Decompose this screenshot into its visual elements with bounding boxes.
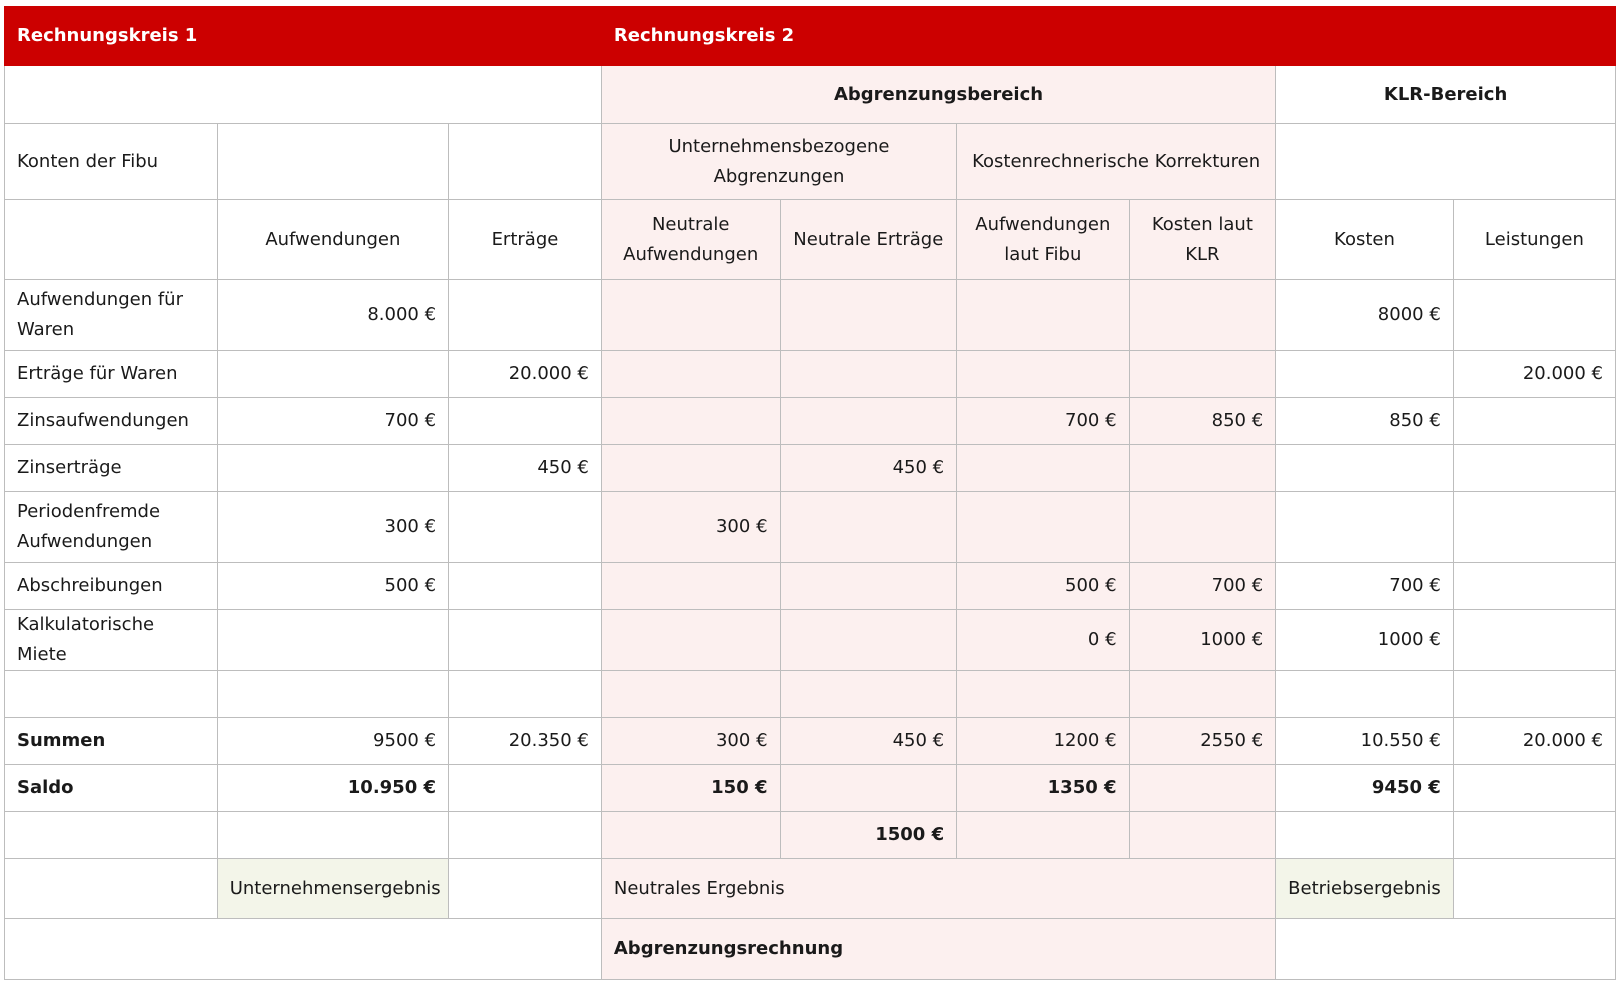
cell-kosten: 700 € [1276,563,1454,610]
cell-aufwendungen [217,445,448,492]
table-row [5,351,1616,398]
cell-neutrale-ertraege [780,351,957,398]
kostenrechnerische-korrekturen-label: Kostenrechnerische Korrekturen [957,124,1276,200]
cell-aufwendungen-fibu [957,351,1129,398]
saldo-ertraege [449,765,602,812]
abgrenzungsbereich-title: Abgrenzungsbereich [601,66,1275,124]
summen-row [5,718,1616,765]
cell-neutrale-ertraege [780,610,957,671]
summen-kosten-klr: 2550 € [1129,718,1276,765]
cell-ertraege: 450 € [449,445,602,492]
summen-ertraege: 20.350 € [449,718,602,765]
cell-ertraege [449,492,602,563]
account-label: Zinsaufwendungen [5,398,218,445]
cell-ertraege: 20.000 € [449,351,602,398]
result-row [5,859,1616,919]
cell-ertraege [449,398,602,445]
account-label: Erträge für Waren [5,351,218,398]
konten-der-fibu-label: Konten der Fibu [5,124,218,200]
group-row [5,124,1616,200]
cell-neutrale-ertraege [780,563,957,610]
account-label: Zinserträge [5,445,218,492]
summen-aufwendungen-fibu: 1200 € [957,718,1129,765]
unternehmensergebnis-label: Unternehmensergebnis [217,859,448,919]
cell-neutrale-aufwendungen [601,445,780,492]
cell-aufwendungen: 300 € [217,492,448,563]
saldo-leistungen [1453,765,1615,812]
cell-neutrale-aufwendungen [601,351,780,398]
summen-aufwendungen: 9500 € [217,718,448,765]
table-row [5,492,1616,563]
account-rows [5,280,1616,718]
header-row [5,7,1616,66]
cell-kosten-klr [1129,445,1276,492]
klr-bereich-title: KLR-Bereich [1276,66,1616,124]
cell-neutrale-ertraege [780,492,957,563]
col-leistungen: Leistungen [1453,200,1615,280]
area-row [5,66,1616,124]
saldo-aufwendungen: 10.950 € [217,765,448,812]
cell-neutrale-ertraege [780,398,957,445]
account-label: Periodenfremde Aufwendungen [5,492,218,563]
summen-leistungen: 20.000 € [1453,718,1615,765]
cell-leistungen: 20.000 € [1453,351,1615,398]
saldo-kosten: 9450 € [1276,765,1454,812]
cell-ertraege [449,610,602,671]
saldo-kosten-klr [1129,765,1276,812]
saldo-label: Saldo [5,765,218,812]
account-label: Aufwendungen für Waren [5,280,218,351]
cell-kosten-klr: 850 € [1129,398,1276,445]
col-kosten: Kosten [1276,200,1454,280]
betriebsergebnis-label: Betriebsergebnis [1276,859,1454,919]
cell-ertraege [449,280,602,351]
cell-aufwendungen-fibu [957,445,1129,492]
cell-aufwendungen-fibu [957,280,1129,351]
summen-kosten: 10.550 € [1276,718,1454,765]
cell-leistungen [1453,492,1615,563]
neutral-total-value: 1500 € [780,812,957,859]
cell-leistungen [1453,280,1615,351]
cell-kosten-klr [1129,280,1276,351]
cell-neutrale-aufwendungen [601,610,780,671]
abgrenzungsrechnung-label: Abgrenzungsrechnung [601,919,1275,980]
cell-aufwendungen-fibu [957,671,1129,718]
column-header-row [5,200,1616,280]
cell-kosten-klr: 1000 € [1129,610,1276,671]
footer-row [5,919,1616,980]
cell-aufwendungen [217,351,448,398]
account-label: Kalkulatorische Miete [5,610,218,671]
col-aufwendungen-laut-fibu: Aufwendungen laut Fibu [957,200,1129,280]
col-aufwendungen: Aufwendungen [217,200,448,280]
rechnungskreis-1-title: Rechnungskreis 1 [5,7,602,66]
cell-aufwendungen-fibu: 700 € [957,398,1129,445]
saldo-neutrale-ertraege [780,765,957,812]
neutral-total-row [5,812,1616,859]
account-label [5,671,218,718]
neutrales-ergebnis-label: Neutrales Ergebnis [601,859,1275,919]
cell-kosten-klr [1129,351,1276,398]
cell-leistungen [1453,610,1615,671]
table-row [5,671,1616,718]
saldo-aufwendungen-fibu: 1350 € [957,765,1129,812]
cell-ertraege [449,671,602,718]
unternehmensbezogene-abgrenzungen-label: Unternehmensbezogene Abgrenzungen [601,124,956,200]
rechnungskreis-2-title: Rechnungskreis 2 [601,7,1615,66]
cell-neutrale-aufwendungen [601,398,780,445]
summen-neutrale-ertraege: 450 € [780,718,957,765]
cell-neutrale-aufwendungen [601,671,780,718]
cell-kosten: 8000 € [1276,280,1454,351]
cell-leistungen [1453,563,1615,610]
cell-kosten [1276,351,1454,398]
cell-ertraege [449,563,602,610]
cell-neutrale-aufwendungen [601,280,780,351]
saldo-neutrale-aufwendungen: 150 € [601,765,780,812]
account-label: Abschreibungen [5,563,218,610]
cell-neutrale-ertraege: 450 € [780,445,957,492]
cell-aufwendungen-fibu: 500 € [957,563,1129,610]
table-row [5,610,1616,671]
cell-neutrale-aufwendungen: 300 € [601,492,780,563]
cell-kosten: 1000 € [1276,610,1454,671]
summen-neutrale-aufwendungen: 300 € [601,718,780,765]
abgrenzungstabelle [4,6,1616,980]
col-neutrale-aufwendungen: Neutrale Aufwendungen [601,200,780,280]
table-row [5,398,1616,445]
cell-leistungen [1453,445,1615,492]
cell-kosten [1276,492,1454,563]
cell-aufwendungen: 8.000 € [217,280,448,351]
cell-neutrale-aufwendungen [601,563,780,610]
table-row [5,563,1616,610]
col-kosten-laut-klr: Kosten laut KLR [1129,200,1276,280]
table-row [5,445,1616,492]
col-neutrale-ertraege: Neutrale Erträge [780,200,957,280]
cell-aufwendungen-fibu: 0 € [957,610,1129,671]
cell-kosten-klr [1129,671,1276,718]
summen-label: Summen [5,718,218,765]
cell-aufwendungen-fibu [957,492,1129,563]
cell-neutrale-ertraege [780,280,957,351]
cell-neutrale-ertraege [780,671,957,718]
cell-aufwendungen [217,671,448,718]
cell-aufwendungen: 700 € [217,398,448,445]
col-ertraege: Erträge [449,200,602,280]
cell-kosten-klr [1129,492,1276,563]
cell-kosten [1276,671,1454,718]
cell-kosten [1276,445,1454,492]
saldo-row [5,765,1616,812]
cell-kosten-klr: 700 € [1129,563,1276,610]
table-row [5,280,1616,351]
cell-aufwendungen: 500 € [217,563,448,610]
cell-leistungen [1453,398,1615,445]
cell-kosten: 850 € [1276,398,1454,445]
cell-aufwendungen [217,610,448,671]
cell-leistungen [1453,671,1615,718]
